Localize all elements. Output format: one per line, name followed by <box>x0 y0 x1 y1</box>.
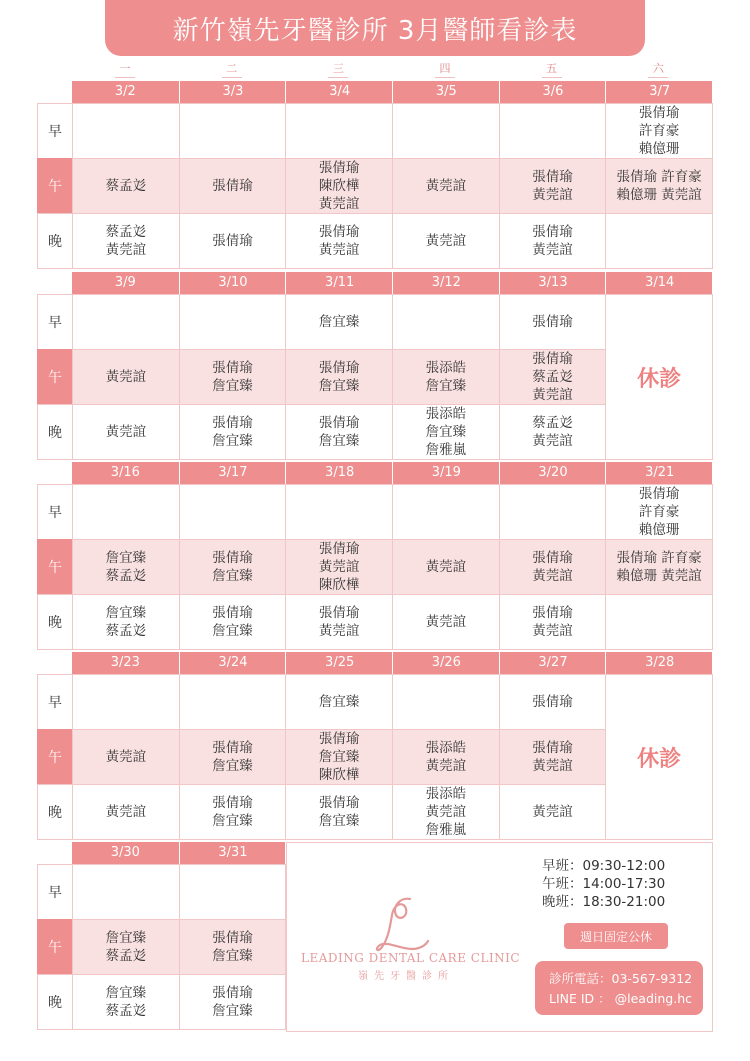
schedule-cell <box>392 404 500 460</box>
schedule-cell <box>499 484 607 540</box>
doctor-name: 詹宜臻 <box>318 314 360 330</box>
doctor-name: 張倩瑜 <box>212 930 253 946</box>
date-label: 3/28 <box>605 652 713 674</box>
contact-box <box>535 961 703 1015</box>
doctor-name: 張倩瑜 <box>212 740 253 756</box>
doctor-name: 賴億珊 <box>638 141 680 157</box>
clinic-logo-name: LEADING DENTAL CARE CLINIC <box>301 951 521 965</box>
doctor-name: 張倩瑜 <box>318 415 360 431</box>
doctor-name: 詹宜臻 <box>212 378 253 394</box>
doctor-name: 黃莞誼 <box>105 424 147 440</box>
schedule-cell <box>605 213 713 269</box>
saturday-closed-cell: 休診 <box>605 674 713 840</box>
doctor-name: 黃莞誼 <box>532 568 573 584</box>
date-label: 3/11 <box>285 272 393 294</box>
doctor-name: 張倩瑜 <box>532 694 573 710</box>
doctor-name: 張倩瑜 <box>212 795 253 811</box>
schedule-cell <box>499 674 607 730</box>
slot-label-evening: 晚 <box>37 594 73 650</box>
date-label: 3/18 <box>285 462 393 484</box>
schedule-cell <box>499 404 607 460</box>
doctor-name: 黃莞誼 <box>425 804 467 820</box>
schedule-cell <box>605 539 713 595</box>
doctor-name: 張倩瑜 <box>318 160 360 176</box>
page-title: 新竹嶺先牙醫診所 3月醫師看診表 <box>105 0 645 56</box>
doctor-name: 蔡孟彣 <box>105 568 147 584</box>
doctor-name: 張倩瑜 <box>532 169 573 185</box>
doctor-name: 詹宜臻 <box>318 749 360 765</box>
doctor-name: 黃莞誼 <box>532 387 573 403</box>
schedule-cell <box>392 674 500 730</box>
schedule-cell <box>72 484 180 540</box>
schedule-cell <box>179 674 287 730</box>
doctor-name: 詹宜臻 <box>212 1003 253 1019</box>
schedule-cell <box>285 594 393 650</box>
schedule-cell <box>179 539 287 595</box>
schedule-cell <box>285 484 393 540</box>
date-label: 3/25 <box>285 652 393 674</box>
date-label: 3/17 <box>179 462 287 484</box>
week-4-date-bar <box>72 652 712 674</box>
date-label: 3/24 <box>179 652 287 674</box>
schedule-cell <box>605 103 713 159</box>
schedule-cell <box>392 349 500 405</box>
doctor-name: 張倩瑜 <box>212 985 253 1001</box>
doctor-name: 黃莞誼 <box>425 559 467 575</box>
doctor-name: 詹宜臻 <box>425 424 467 440</box>
schedule-cell <box>285 294 393 350</box>
doctor-name: 黃莞誼 <box>532 242 573 258</box>
schedule-cell <box>72 864 180 920</box>
schedule-cell <box>179 158 287 214</box>
week-2-date-bar <box>72 272 712 294</box>
doctor-name: 張倩瑜 <box>318 224 360 240</box>
doctor-name: 黃莞誼 <box>318 559 360 575</box>
schedule-cell <box>72 294 180 350</box>
doctor-name: 張倩瑜 <box>318 731 360 747</box>
doctor-name: 黃莞誼 <box>532 758 573 774</box>
doctor-name: 蔡孟彣 <box>105 948 147 964</box>
doctor-name: 張倩瑜 <box>212 233 253 249</box>
schedule-cell <box>392 158 500 214</box>
schedule-cell <box>499 539 607 595</box>
doctor-name: 許育豪 <box>638 123 680 139</box>
doctor-name: 蔡孟彣 <box>532 369 573 385</box>
doctor-name: 張倩瑜 <box>638 486 680 502</box>
slot-label-morning: 早 <box>37 103 73 159</box>
schedule-cell <box>499 729 607 785</box>
doctor-name: 詹宜臻 <box>105 605 147 621</box>
doctor-name: 張倩瑜 <box>532 224 573 240</box>
doctor-name: 張倩瑜 <box>212 178 253 194</box>
date-label: 3/5 <box>392 81 500 103</box>
doctor-name: 張倩瑜 <box>212 605 253 621</box>
schedule-cell <box>72 404 180 460</box>
week-5-date-bar <box>72 842 285 864</box>
contact-line-id: LINE ID ： @leading.hc <box>549 991 692 1006</box>
doctor-name: 詹宜臻 <box>212 568 253 584</box>
doctor-name: 詹宜臻 <box>212 433 253 449</box>
doctor-name: 張添皓 <box>425 740 467 756</box>
schedule-cell <box>499 784 607 840</box>
doctor-name: 張倩瑜 <box>212 415 253 431</box>
date-label: 3/23 <box>110 655 140 670</box>
schedule-cell <box>499 103 607 159</box>
doctor-name: 黃莞誼 <box>105 369 147 385</box>
schedule-cell <box>72 729 180 785</box>
schedule-cell <box>499 349 607 405</box>
date-label: 3/16 <box>110 465 140 480</box>
doctor-name: 張倩瑜 <box>532 740 573 756</box>
doctor-name: 詹宜臻 <box>212 758 253 774</box>
date-label: 3/3 <box>179 81 287 103</box>
hours-evening: 晚班：18:30-21:00 <box>542 894 666 910</box>
schedule-cell <box>72 974 180 1030</box>
date-label: 3/12 <box>392 272 500 294</box>
date-label: 3/31 <box>179 842 287 864</box>
slot-label-evening: 晚 <box>37 974 73 1030</box>
slot-label-morning: 早 <box>37 484 73 540</box>
schedule-cell <box>72 213 180 269</box>
doctor-name: 詹宜臻 <box>212 813 253 829</box>
doctor-name: 蔡孟彣 <box>105 623 147 639</box>
doctor-name: 黃莞誼 <box>318 623 360 639</box>
schedule-cell <box>392 784 500 840</box>
schedule-cell <box>72 349 180 405</box>
slot-label-afternoon: 午 <box>37 349 73 405</box>
doctor-name: 張倩瑜 <box>212 550 253 566</box>
date-label: 3/14 <box>605 272 713 294</box>
date-label: 3/7 <box>605 81 713 103</box>
weekday-1: 一 <box>72 60 178 76</box>
doctor-name: 黃莞誼 <box>532 433 573 449</box>
doctor-name: 詹雅嵐 <box>425 442 467 458</box>
schedule-cell <box>179 594 287 650</box>
date-label: 3/9 <box>114 275 136 290</box>
doctor-name: 詹宜臻 <box>318 694 360 710</box>
slot-label-afternoon: 午 <box>37 158 73 214</box>
schedule-cell <box>179 919 287 975</box>
date-label: 3/30 <box>110 845 140 860</box>
doctor-name: 詹宜臻 <box>425 378 467 394</box>
date-label: 3/21 <box>605 462 713 484</box>
weekday-2: 二 <box>179 60 285 76</box>
schedule-cell <box>179 484 287 540</box>
schedule-cell <box>179 784 287 840</box>
doctor-name: 詹宜臻 <box>318 378 360 394</box>
schedule-cell <box>179 103 287 159</box>
doctor-name: 蔡孟彣 <box>105 178 147 194</box>
doctor-name: 張倩瑜 <box>532 550 573 566</box>
schedule-cell <box>392 213 500 269</box>
schedule-cell <box>392 539 500 595</box>
date-label: 3/4 <box>285 81 393 103</box>
schedule-cell <box>179 864 287 920</box>
weekday-header-row <box>72 60 712 78</box>
doctor-name: 許育豪 <box>638 504 680 520</box>
schedule-cell <box>392 484 500 540</box>
doctor-name: 陳欣樺 <box>318 178 360 194</box>
week-3-date-bar <box>72 462 712 484</box>
schedule-cell <box>499 213 607 269</box>
schedule-cell <box>285 158 393 214</box>
doctor-name: 張倩瑜 <box>638 105 680 121</box>
doctor-name: 黃莞誼 <box>425 233 467 249</box>
doctor-name: 蔡孟彣 <box>105 1003 147 1019</box>
doctor-name: 陳欣樺 <box>318 577 360 593</box>
slot-label-morning: 早 <box>37 294 73 350</box>
doctor-name: 詹宜臻 <box>105 550 147 566</box>
schedule-cell <box>72 539 180 595</box>
schedule-cell <box>72 103 180 159</box>
schedule-cell <box>72 158 180 214</box>
schedule-cell <box>285 349 393 405</box>
date-label: 3/26 <box>392 652 500 674</box>
schedule-cell <box>285 784 393 840</box>
doctor-name: 張倩瑜 <box>318 795 360 811</box>
schedule-cell <box>285 539 393 595</box>
doctor-name: 黃莞誼 <box>425 614 467 630</box>
date-label: 3/27 <box>499 652 607 674</box>
doctor-name: 詹宜臻 <box>105 985 147 1001</box>
schedule-cell <box>72 594 180 650</box>
slot-label-afternoon: 午 <box>37 919 73 975</box>
doctor-name: 張添皓 <box>425 406 467 422</box>
slot-label-morning: 早 <box>37 864 73 920</box>
schedule-cell <box>179 729 287 785</box>
doctor-name: 張添皓 <box>425 786 467 802</box>
doctor-name: 張倩瑜 <box>318 360 360 376</box>
doctor-name: 賴億珊 黃莞誼 <box>616 187 702 203</box>
slot-label-afternoon: 午 <box>37 539 73 595</box>
doctor-name: 黃莞誼 <box>105 242 147 258</box>
doctor-name: 黃莞誼 <box>105 749 147 765</box>
slot-label-evening: 晚 <box>37 784 73 840</box>
doctor-name: 蔡孟彣 <box>105 224 147 240</box>
hours-afternoon: 午班：14:00-17:30 <box>542 876 666 892</box>
doctor-name: 張倩瑜 <box>318 605 360 621</box>
schedule-cell <box>392 103 500 159</box>
date-label: 3/19 <box>392 462 500 484</box>
doctor-name: 張倩瑜 <box>532 314 573 330</box>
date-label: 3/2 <box>114 84 136 99</box>
doctor-name: 黃莞誼 <box>105 804 147 820</box>
doctor-name: 張倩瑜 許育豪 <box>616 169 702 185</box>
slot-label-evening: 晚 <box>37 213 73 269</box>
schedule-cell <box>499 158 607 214</box>
doctor-name: 黃莞誼 <box>318 242 360 258</box>
schedule-cell <box>499 594 607 650</box>
week-1-date-bar <box>72 81 712 103</box>
hours-morning: 早班：09:30-12:00 <box>542 858 666 874</box>
doctor-name: 賴億珊 <box>638 522 680 538</box>
schedule-cell <box>179 349 287 405</box>
schedule-cell <box>72 784 180 840</box>
doctor-name: 黃莞誼 <box>425 758 467 774</box>
date-label: 3/6 <box>499 81 607 103</box>
doctor-name: 賴億珊 黃莞誼 <box>616 568 702 584</box>
doctor-name: 張添皓 <box>425 360 467 376</box>
schedule-cell <box>179 294 287 350</box>
schedule-cell <box>605 158 713 214</box>
date-label: 3/13 <box>499 272 607 294</box>
doctor-name: 黃莞誼 <box>532 804 573 820</box>
schedule-cell <box>285 404 393 460</box>
slot-label-afternoon: 午 <box>37 729 73 785</box>
doctor-name: 張倩瑜 <box>212 360 253 376</box>
doctor-name: 詹雅嵐 <box>425 822 467 838</box>
doctor-name: 張倩瑜 許育豪 <box>616 550 702 566</box>
doctor-name: 詹宜臻 <box>318 813 360 829</box>
doctor-name: 黃莞誼 <box>318 196 360 212</box>
schedule-cell <box>72 674 180 730</box>
doctor-name: 詹宜臻 <box>212 623 253 639</box>
doctor-name: 黃莞誼 <box>532 187 573 203</box>
schedule-cell <box>392 729 500 785</box>
doctor-name: 詹宜臻 <box>212 948 253 964</box>
schedule-cell <box>179 974 287 1030</box>
weekday-3: 三 <box>285 60 391 76</box>
contact-phone: 診所電話：03-567-9312 <box>549 971 693 986</box>
doctor-name: 黃莞誼 <box>425 178 467 194</box>
schedule-cell <box>179 213 287 269</box>
doctor-name: 陳欣樺 <box>318 767 360 783</box>
schedule-cell <box>499 294 607 350</box>
doctor-name: 張倩瑜 <box>318 541 360 557</box>
schedule-cell <box>285 674 393 730</box>
schedule-cell <box>605 484 713 540</box>
doctor-name: 張倩瑜 <box>532 351 573 367</box>
date-label: 3/10 <box>179 272 287 294</box>
clinic-logo-subtitle: 嶺先牙醫診所 <box>358 971 454 982</box>
clinic-info-box <box>286 842 713 1032</box>
schedule-cell <box>285 103 393 159</box>
schedule-cell <box>392 294 500 350</box>
slot-label-morning: 早 <box>37 674 73 730</box>
schedule-cell <box>285 729 393 785</box>
schedule-cell <box>179 404 287 460</box>
clinic-logo-icon <box>372 893 432 957</box>
weekly-closed-badge: 週日固定公休 <box>564 923 668 949</box>
schedule-cell <box>285 213 393 269</box>
doctor-name: 詹宜臻 <box>105 930 147 946</box>
weekday-6: 六 <box>605 60 711 76</box>
weekday-5: 五 <box>499 60 605 76</box>
doctor-name: 詹宜臻 <box>318 433 360 449</box>
saturday-closed-cell: 休診 <box>605 294 713 460</box>
schedule-cell <box>392 594 500 650</box>
weekday-4: 四 <box>392 60 498 76</box>
schedule-cell <box>605 594 713 650</box>
doctor-name: 黃莞誼 <box>532 623 573 639</box>
date-label: 3/20 <box>499 462 607 484</box>
doctor-name: 張倩瑜 <box>532 605 573 621</box>
clinic-hours <box>542 857 665 911</box>
schedule-cell <box>72 919 180 975</box>
doctor-name: 蔡孟彣 <box>532 415 573 431</box>
slot-label-evening: 晚 <box>37 404 73 460</box>
